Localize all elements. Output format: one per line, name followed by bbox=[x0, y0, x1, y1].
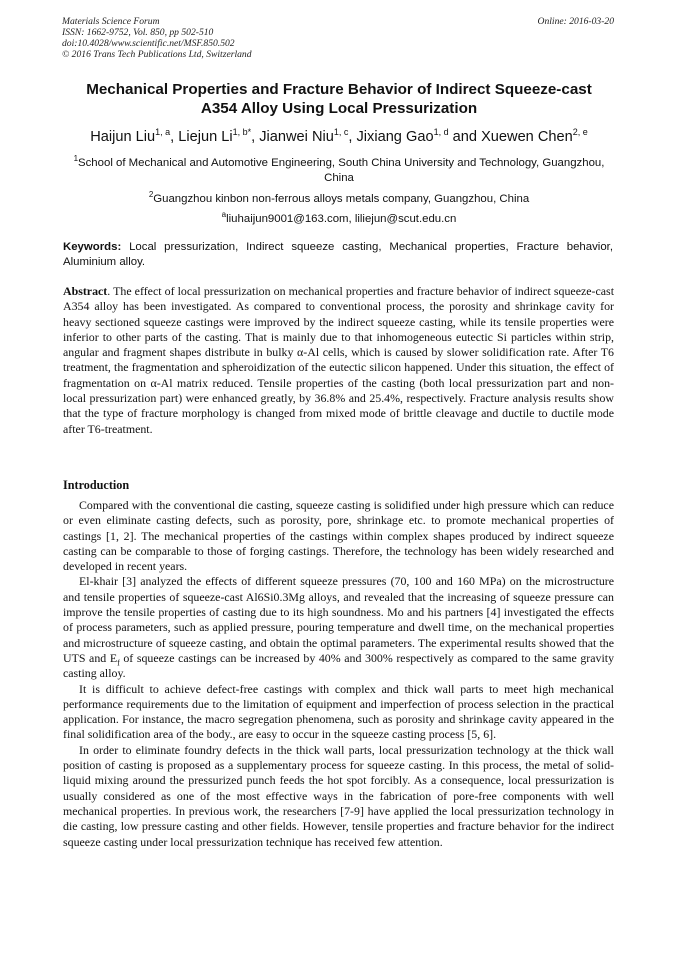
affiliation-2 bbox=[60, 192, 618, 207]
author-and: and bbox=[448, 129, 482, 145]
keywords bbox=[63, 240, 613, 270]
abstract bbox=[63, 284, 614, 437]
affiliation-2-sup: 2 bbox=[148, 190, 154, 199]
journal-name: Materials Science Forum bbox=[62, 16, 160, 27]
introduction-body bbox=[63, 498, 614, 850]
keywords-label: Keywords: bbox=[63, 241, 122, 253]
affiliation-2-text: Guangzhou kinbon non-ferrous alloys metals company, Guangzhou, China bbox=[153, 193, 530, 205]
intro-p2-part-b: of squeeze castings can be increased by 40% and 300% respectively as compared to the same gravity casting alloy. bbox=[63, 650, 615, 681]
intro-paragraph-3: It is difficult to achieve defect-free castings with complex and thick wall parts to meet high mechanical performance requirements due to the limitation of equipment and imperfection of process selection in the practical application. For instance, the macro segregation phenomena, such as porosity and shrinkage cavity appeared in the final solidification area of the body., are easy to occur in the squeeze casting process [5, 6]. bbox=[63, 681, 614, 742]
author-sup: 1, b* bbox=[232, 127, 252, 137]
intro-p2-subscript: f bbox=[117, 658, 120, 668]
abstract-label: Abstract bbox=[63, 284, 108, 298]
intro-p2-part-a: El-khair [3] analyzed the effects of different squeeze pressures (70, 100 and 160 MPa) on the microstructure and tensile properties of squeeze-cast Al6Si0.3Mg alloys, and revealed that the increasing of squeeze pressure can improve the tensile properties of casting due to its high soundness. Mo and his partners [4] investigated the effects of process parameters, such as applied pressure, pouring temperature and dwell time, on the mechanical properties and microstructure of squeeze casting, and obtain the optimal parameters. The experimental results showed that the UTS and E bbox=[63, 574, 614, 665]
title-line-2: A354 Alloy Using Local Pressurization bbox=[200, 100, 478, 117]
author-sup: 2, e bbox=[572, 127, 588, 137]
author-separator: , bbox=[170, 129, 179, 145]
title-line-1: Mechanical Properties and Fracture Behavior of Indirect Squeeze-cast bbox=[86, 81, 592, 98]
author-name: Jianwei Niu bbox=[259, 129, 334, 145]
abstract-text: . The effect of local pressurization on mechanical properties and fracture behavior of indirect squeeze-cast A354 alloy has been investigated. As compared to conventional process, the porosity and shrinkage cavity for heavy sectioned squeeze castings were improved by the indirect squeeze casting, while its tensile properties were inferior to other parts of the casting. That is mainly due to that inhomogeneous eutectic Si particles within strip, angular and fragment shapes distribute in bulky α-Al cells, which is caused by slower solidification rate. After T6 treatment, the fragmentation and spheroidization of the eutectic silicon happened. Under this situation, the effect of fragmentation on α-Al matrix reduced. Tensile properties of the casting (both local pressurization part and non-local pressurization part) were enhanced greatly, by 36.8% and 25.4%, respectively. Fracture analysis results show that the type of fracture morphology is changed from mixed mode of brittle cleavage and ductile to ductile mode after T6-treatment. bbox=[63, 284, 614, 436]
author-name: Jixiang Gao bbox=[356, 129, 434, 145]
author-sup: 1, a bbox=[155, 127, 171, 137]
paper-title bbox=[40, 80, 638, 118]
intro-paragraph-4: In order to eliminate foundry defects in the thick wall parts, local pressurization technology at the thick wall position of casting is proposed as a supplementary process for squeeze casting. In this process, the metal of solid-liquid mixing around the pressurized punch feeds the hot spot forcibly. As a consequence, local pressurization is usually considered as one of the most effective ways in the fabrication of pore-free components with well mechanical properties. In previous work, the researchers [7-9] have applied the local pressurization technology in die casting, low pressure casting and other fields. However, tensile properties and fracture behavior for the indirect squeeze casting under local pressurization technique has received few attention. bbox=[63, 742, 614, 849]
doi-line: doi:10.4028/www.scientific.net/MSF.850.502 bbox=[62, 38, 235, 49]
keywords-text: Local pressurization, Indirect squeeze casting, Mechanical properties, Fracture behavior, Aluminium alloy. bbox=[63, 241, 613, 268]
author-sup: 1, c bbox=[333, 127, 349, 137]
author-name: Xuewen Chen bbox=[481, 129, 573, 145]
affiliation-1-text: School of Mechanical and Automotive Engineering, South China University and Technology, Guangzhou, China bbox=[78, 157, 605, 184]
issn-line: ISSN: 1662-9752, Vol. 850, pp 502-510 bbox=[62, 27, 214, 38]
author-list bbox=[20, 128, 658, 146]
author-separator: , bbox=[348, 129, 357, 145]
affiliation-1 bbox=[60, 156, 618, 185]
intro-paragraph-1: Compared with the conventional die casting, squeeze casting is solidified under high pressure which can reduce or even eliminate casting defects, such as porosity, pore, shrinkage etc. to promote mechanical properties of castings [1, 2]. The mechanical properties of the castings within complex shapes produced by indirect squeeze casting can be comparable to those of forging castings. Therefore, the technology has been widely researched and developed in recent years. bbox=[63, 498, 614, 574]
online-date: Online: 2016-03-20 bbox=[537, 16, 614, 27]
email-text: liuhaijun9001@163.com, liliejun@scut.edu.cn bbox=[226, 213, 457, 225]
author-sup: 1, d bbox=[433, 127, 449, 137]
section-heading-introduction: Introduction bbox=[63, 478, 130, 492]
author-separator: , bbox=[251, 129, 260, 145]
email-line bbox=[60, 212, 618, 227]
author-name: Haijun Liu bbox=[90, 129, 156, 145]
affiliation-1-sup: 1 bbox=[73, 154, 79, 163]
journal-header bbox=[62, 16, 252, 60]
email-sup: a bbox=[221, 210, 227, 219]
author-name: Liejun Li bbox=[178, 129, 233, 145]
copyright-line: © 2016 Trans Tech Publications Ltd, Switzerland bbox=[62, 49, 252, 60]
intro-paragraph-2 bbox=[63, 574, 614, 681]
